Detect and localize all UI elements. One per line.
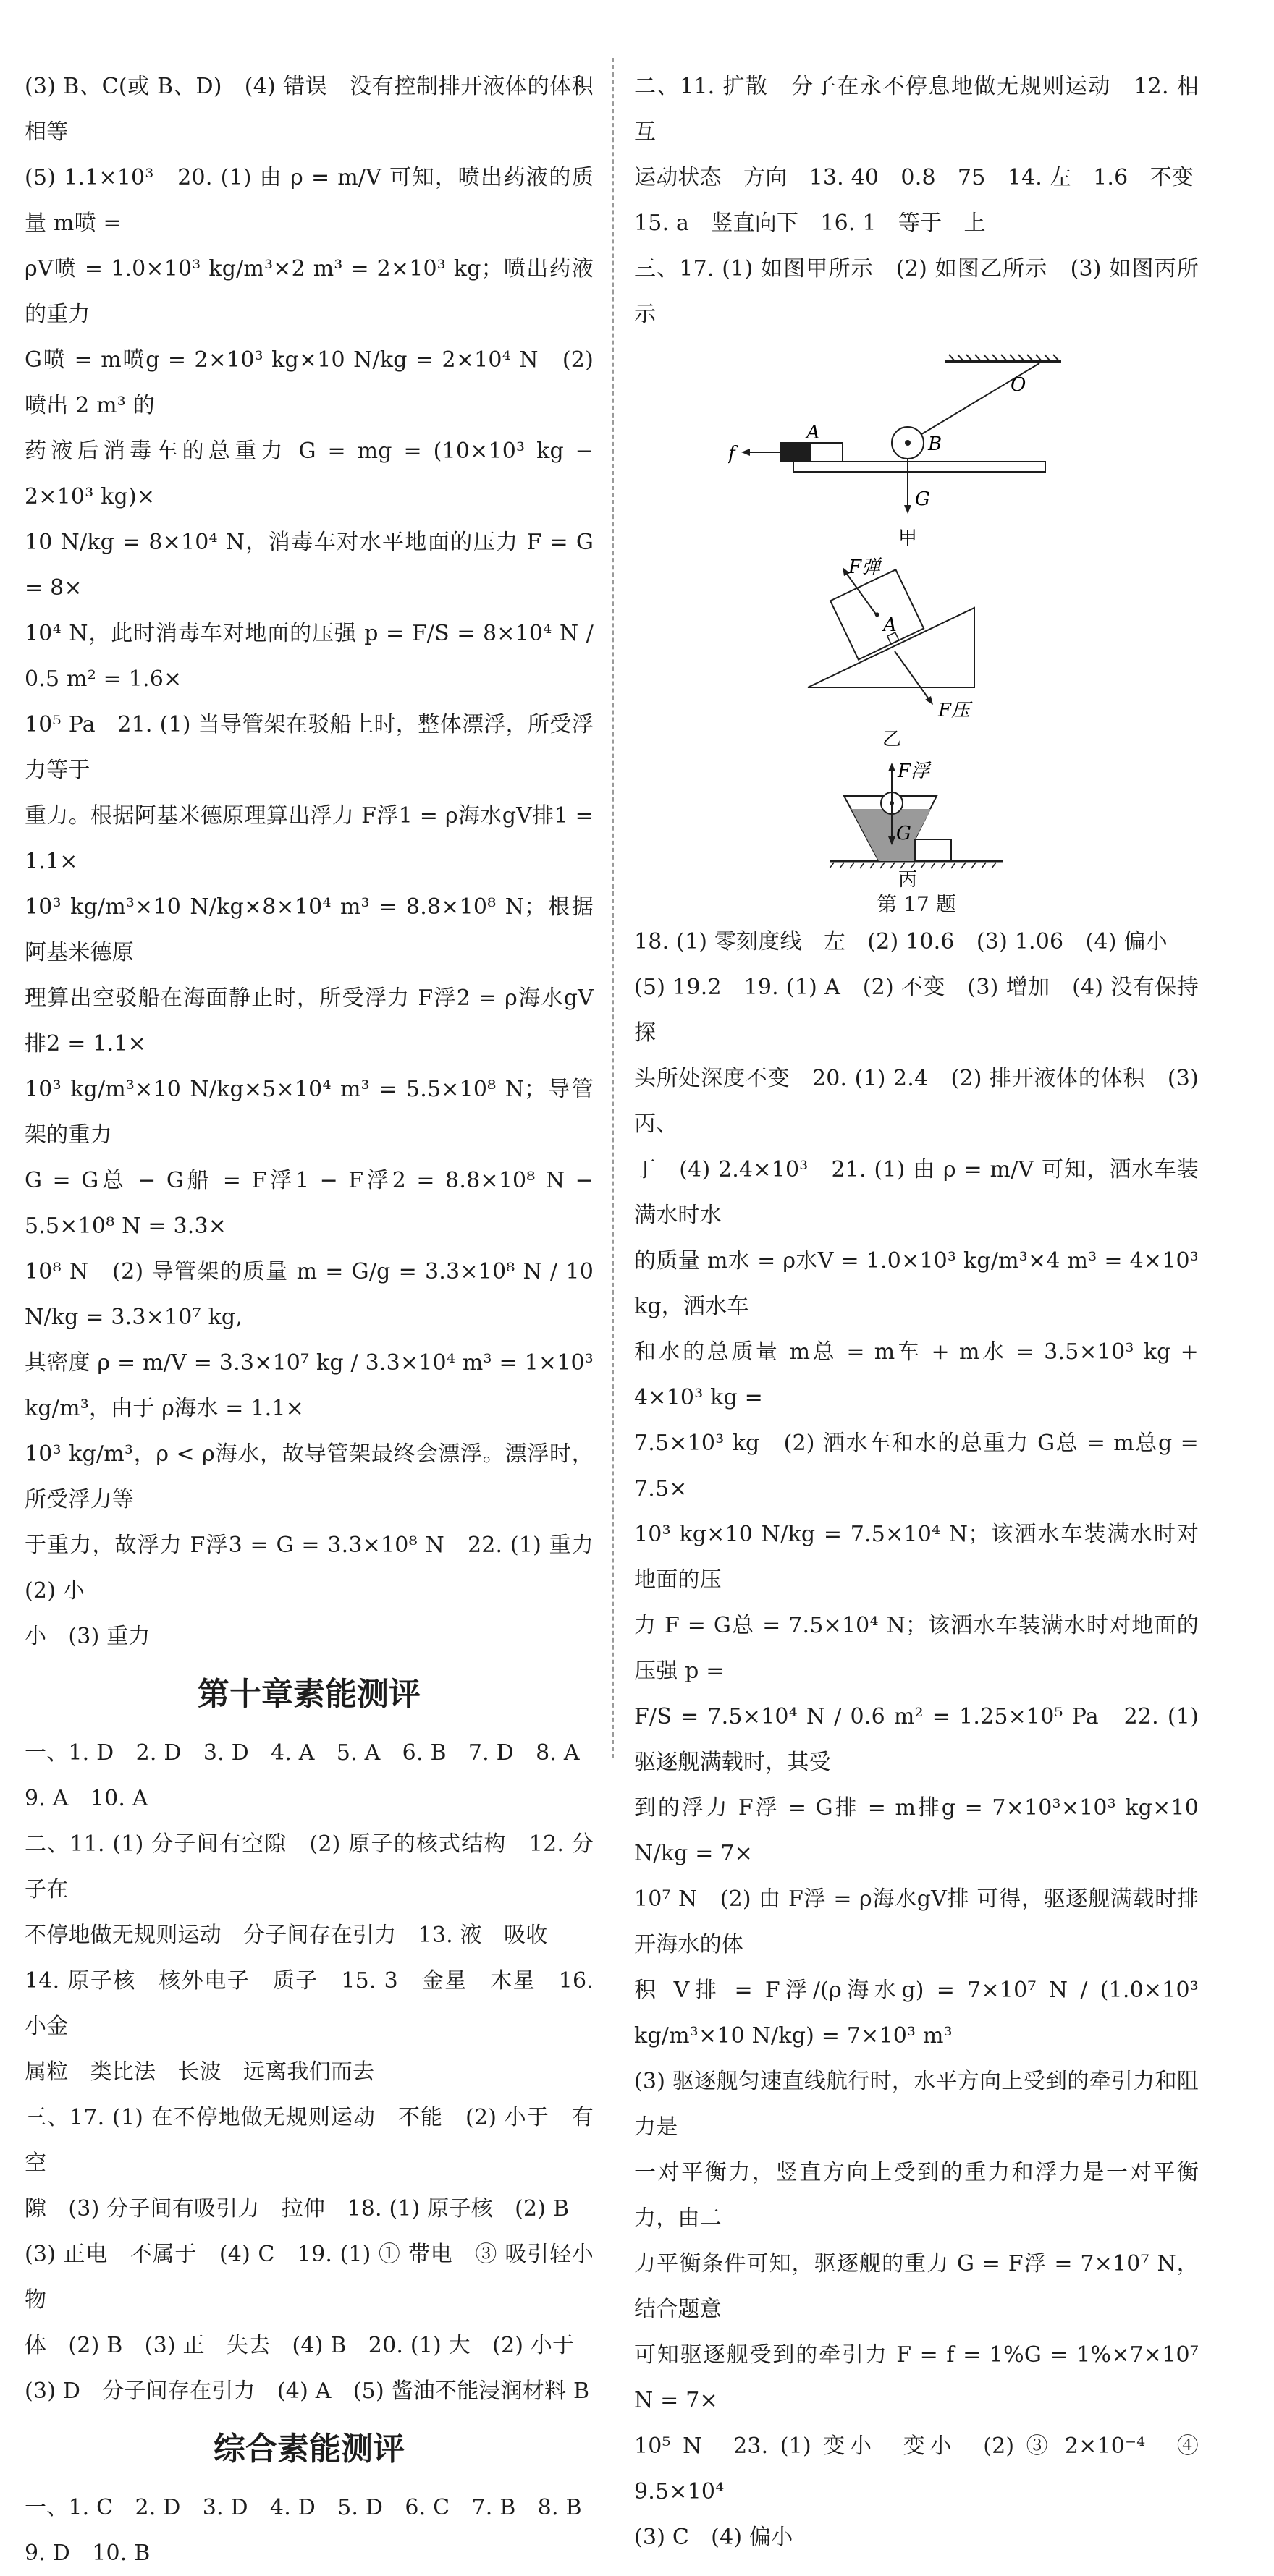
pressure-force-arrowhead [925, 696, 933, 705]
friction-arrowhead [741, 449, 750, 456]
text-line: 小 (3) 重力 [25, 1624, 151, 1649]
text-line: 不停地做无规则运动 分子间存在引力 13. 液 吸收 [25, 1923, 548, 1948]
text-line: 7.5×10³ kg (2) 洒水车和水的总重力 G总 = m总g = 7.5× [634, 1431, 1199, 1501]
text-line: 9. A 10. A [25, 1786, 148, 1811]
text-line: 10⁵ N 23. (1) 变小 变小 (2) ③ 2×10⁻⁴ ④ 9.5×10⁴ [634, 2433, 1199, 2504]
text-line: 10⁴ N，此时消毒车对地面的压强 p = F/S = 8×10⁴ N / 0.5 m² = 1.6× [25, 621, 594, 692]
text-line: 的质量 m水 = ρ水V = 1.0×10³ kg/m³×4 m³ = 4×10³ kg，洒水车 [634, 1248, 1199, 1319]
caption-bing: 丙 [898, 869, 918, 890]
text-line: 药液后消毒车的总重力 G = mg = (10×10³ kg − 2×10³ kg)× [25, 438, 594, 509]
ceiling-hatch [949, 355, 1059, 361]
text-line: (3) D 分子间存在引力 (4) A (5) 酱油不能浸润材料 B [25, 2378, 590, 2404]
text-line: (3) C (4) 偏小 [634, 2525, 793, 2550]
label-A-jia: A [806, 422, 820, 444]
text-line: 运动状态 方向 13. 40 0.8 75 14. 左 1.6 不变 [634, 165, 1194, 190]
text-line: 隙 (3) 分子间有吸引力 拉伸 18. (1) 原子核 (2) B [25, 2196, 570, 2221]
text-line: 10³ kg×10 N/kg = 7.5×10⁴ N；该洒水车装满水时对地面的压 [634, 1522, 1199, 1593]
text-line: 到的浮力 F浮 = G排 = m排g = 7×10³×10³ kg×10 N/kg = 7× [634, 1795, 1199, 1866]
text-line: 重力。根据阿基米德原理算出浮力 F浮1 = ρ海水gV排1 = 1.1× [25, 803, 594, 874]
text-line: 10⁷ N (2) 由 F浮 = ρ海水gV排 可得，驱逐舰满载时排开海水的体 [634, 1886, 1199, 1957]
text-line: 9. D 10. B [25, 2541, 151, 2566]
left-answers-part2 [25, 1730, 594, 2414]
label-f: f [728, 443, 735, 465]
text-line: 10 N/kg = 8×10⁴ N，消毒车对水平地面的压力 F = G = 8× [25, 530, 594, 601]
right-column [634, 64, 1199, 2560]
text-line: 头所处深度不变 20. (1) 2.4 (2) 排开液体的体积 (3) 丙、 [634, 1066, 1199, 1137]
text-line: 一对平衡力，竖直方向上受到的重力和浮力是一对平衡力，由二 [634, 2160, 1199, 2231]
label-A-yi: A [883, 614, 897, 636]
right-answers-part2 [634, 919, 1199, 2560]
label-B: B [928, 433, 942, 455]
diagram-yi [808, 556, 974, 750]
label-F-fu: F浮 [898, 760, 930, 782]
text-line: 力平衡条件可知，驱逐舰的重力 G = F浮 = 7×10⁷ N，结合题意 [634, 2251, 1199, 2322]
label-O: O [1011, 374, 1026, 396]
text-line: 理算出空驳船在海面静止时，所受浮力 F浮2 = ρ海水gV排2 = 1.1× [25, 986, 594, 1056]
left-answers-part3 [25, 2485, 594, 2576]
right-answers-part1 [634, 64, 1199, 337]
buoyancy-arrowhead [888, 763, 895, 771]
label-G-bing: G [896, 823, 911, 844]
text-line: ρV喷 = 1.0×10³ kg/m³×2 m³ = 2×10³ kg；喷出药液的重力 [25, 256, 594, 327]
text-line: 力 F = G总 = 7.5×10⁴ N；该洒水车装满水时对地面的压强 p = [634, 1613, 1199, 1684]
text-line: 三、17. (1) 在不停地做无规则运动 不能 (2) 小于 有空 [25, 2105, 594, 2176]
text-line: 丁 (4) 2.4×10³ 21. (1) 由 ρ = m/V 可知，洒水车装满水时水 [634, 1157, 1199, 1228]
gravity-arrowhead-jia [904, 505, 911, 514]
section-heading-comprehensive: 综合素能测评 [214, 2431, 405, 2467]
text-line: 二、11. (1) 分子间有空隙 (2) 原子的核式结构 12. 分子在 [25, 1831, 594, 1902]
diagram-jia [728, 355, 1061, 549]
text-line: 其密度 ρ = m/V = 3.3×10⁷ kg / 3.3×10⁴ m³ = 1×10³ kg/m³，由于 ρ海水 = 1.1× [25, 1350, 594, 1421]
text-line: G喷 = m喷g = 2×10³ kg×10 N/kg = 2×10⁴ N (2) 喷出 2 m³ 的 [25, 347, 594, 418]
text-line: 一、1. D 2. D 3. D 4. A 5. A 6. B 7. D 8. A [25, 1740, 580, 1766]
text-line: 10⁸ N (2) 导管架的质量 m = G/g = 3.3×10⁸ N / 10 N/kg = 3.3×10⁷ kg, [25, 1259, 594, 1330]
figure-17 [634, 340, 1199, 919]
board [793, 462, 1045, 472]
text-line: 15. a 竖直向下 16. 1 等于 上 [634, 211, 986, 236]
text-line: (3) 正电 不属于 (4) C 19. (1) ① 带电 ③ 吸引轻小物 [25, 2242, 594, 2313]
text-line: (5) 19.2 19. (1) A (2) 不变 (3) 增加 (4) 没有保持探 [634, 975, 1199, 1046]
left-column [25, 64, 616, 2576]
text-line: (3) 驱逐舰匀速直线航行时，水平方向上受到的牵引力和阻力是 [634, 2069, 1199, 2140]
text-line: 于重力，故浮力 F浮3 = G = 3.3×10⁸ N 22. (1) 重力 (2) 小 [25, 1533, 616, 1603]
text-line: 可知驱逐舰受到的牵引力 F = f = 1%G = 1%×7×10⁷ N = 7× [634, 2342, 1199, 2413]
diagram-bing [830, 760, 1003, 890]
small-block [915, 839, 951, 861]
text-line: 18. (1) 零刻度线 左 (2) 10.6 (3) 1.06 (4) 偏小 [634, 929, 1168, 954]
text-line: 二、11. 扩散 分子在永不停息地做无规则运动 12. 相互 [634, 74, 1199, 145]
text-line: 和水的总质量 m总 = m车 + m水 = 3.5×10³ kg + 4×10³ kg = [634, 1339, 1199, 1410]
text-line: F/S = 7.5×10⁴ N / 0.6 m² = 1.25×10⁵ Pa 22. (1) 驱逐舰满载时，其受 [634, 1704, 1199, 1775]
label-F-tan: F弹 [848, 556, 881, 578]
text-line: 积 V排 = F浮/(ρ海水g) = 7×10⁷ N / (1.0×10³ kg/m³×10 N/kg) = 7×10³ m³ [634, 1978, 1199, 2048]
text-line: 10³ kg/m³×10 N/kg×8×10⁴ m³ = 8.8×10⁸ N；根据阿基米德原 [25, 894, 594, 965]
label-F-ya: F压 [938, 700, 971, 721]
caption-yi: 乙 [882, 729, 902, 750]
text-line: 14. 原子核 核外电子 质子 15. 3 金星 木星 16. 小金 [25, 1968, 594, 2039]
section-heading-chapter10: 第十章素能测评 [198, 1676, 421, 1713]
ball-B-center [905, 440, 911, 446]
text-line: 10³ kg/m³，ρ < ρ海水，故导管架最终会漂浮。漂浮时，所受浮力等 [25, 1441, 594, 1512]
ground-hatch [830, 863, 996, 868]
text-line: 属粒 类比法 长波 远离我们而去 [25, 2059, 375, 2085]
label-G-jia: G [915, 488, 930, 510]
block-A-dark [780, 443, 811, 462]
caption-jia: 甲 [898, 528, 918, 549]
block-A-light [811, 443, 843, 462]
text-line: G = G总 − G船 = F浮1 − F浮2 = 8.8×10⁸ N − 5.5×10⁸ N = 3.3× [25, 1168, 594, 1239]
text-line: (5) 1.1×10³ 20. (1) 由 ρ = m/V 可知，喷出药液的质量 m喷 = [25, 165, 594, 236]
text-line: 10⁵ Pa 21. (1) 当导管架在驳船上时，整体漂浮，所受浮力等于 [25, 712, 594, 783]
text-line: 一、1. C 2. D 3. D 4. D 5. D 6. C 7. B 8. B [25, 2495, 582, 2520]
figure-caption: 第 17 题 [877, 892, 956, 916]
text-line: (3) B、C(或 B、D) (4) 错误 没有控制排开液体的体积相等 [25, 74, 594, 145]
text-line: 三、17. (1) 如图甲所示 (2) 如图乙所示 (3) 如图丙所示 [634, 256, 1199, 327]
column-divider [612, 58, 615, 1758]
text-line: 体 (2) B (3) 正 失去 (4) B 20. (1) 大 (2) 小于 [25, 2333, 575, 2358]
figure-17-diagrams [728, 340, 1105, 890]
left-answers-part1 [25, 64, 616, 1659]
text-line: 10³ kg/m³×10 N/kg×5×10⁴ m³ = 5.5×10⁸ N；导管架的重力 [25, 1077, 594, 1148]
